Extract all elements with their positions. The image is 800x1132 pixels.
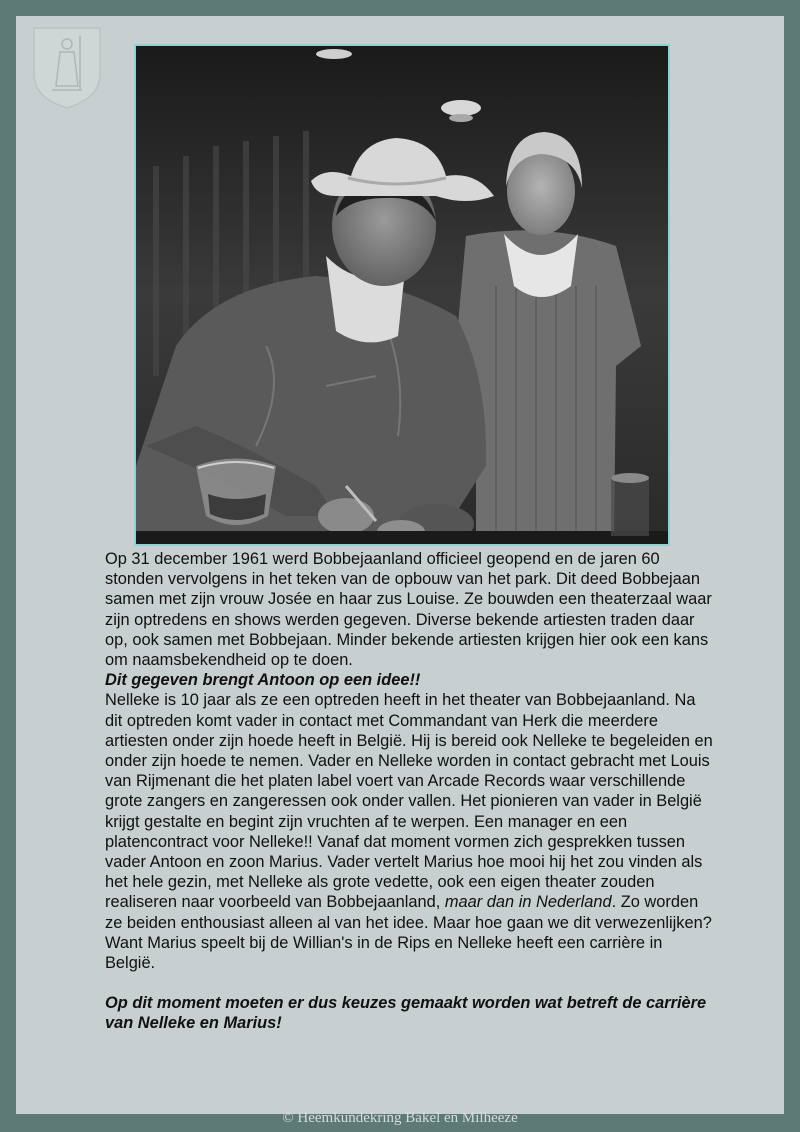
closing-statement: Op dit moment moeten er dus keuzes gemaakt worden wat betreft de carrière van Nelleke en Marius! — [105, 994, 707, 1033]
document-page — [16, 16, 784, 1114]
paragraph-opening: Op 31 december 1961 werd Bobbejaanland officieel geopend en de jaren 60 stonden vervolgens in het teken van de opbouw van het park. Dit deed Bobbejaan samen met zijn vrouw Josée en haar zus Louise. Ze bouwden een theaterzaal waar zijn optredens en shows werden gegeven. Diverse bekende artiesten traden daar op, ook samen met Bobbejaan. Minder bekende artiesten krijgen hier ook een kans om naamsbekendheid op te doen. — [105, 550, 712, 670]
copyright-footer: © Heemkundekring Bakel en Milheeze — [282, 1110, 518, 1126]
heraldic-saint-shield-icon — [30, 24, 104, 110]
article-text — [105, 549, 715, 1034]
photo-man-in-cowboy-hat-signing-and-girl — [134, 44, 670, 546]
paragraph-nelleke-part1: Nelleke is 10 jaar als ze een optreden heeft in het theater van Bobbejaanland. Na dit optreden komt vader in contact met Commandant van Herk die meerdere artiesten onder zijn hoede heeft in België. Hij is bereid ook Nelleke te begeleiden en onder zijn hoede te nemen. Vader en Nelleke worden in contact gebracht met Louis van Rijmenant die het platen label voert van Arcade Records waar verschillende grote zangers en zangeressen ook onder vallen. Het pionieren van vader in België krijgt gestalte en begint zijn vruchten af te werpen. Een manager en een platencontract voor Nelleke!! Vanaf dat moment vormen zich gesprekken tussen vader Antoon en zoon Marius. Vader vertelt Marius hoe mooi hij het zou vinden als het hele gezin, met Nelleke als grote vedette, ook een eigen theater zouden realiseren naar voorbeeld van Bobbejaanland, — [105, 691, 713, 912]
paragraph-nelleke — [105, 690, 715, 973]
paragraph-nelleke-part2: . Zo worden ze beiden enthousiast alleen al van het idee. Maar hoe gaan we dit verwezenlijken? Want Marius speelt bij de Willian's in de Rips en Nelleke heeft een carrière in België. — [105, 893, 712, 973]
paragraph-nelleke-italic: maar dan in Nederland — [444, 893, 612, 912]
heading-idea: Dit gegeven brengt Antoon op een idee!! — [105, 671, 421, 690]
